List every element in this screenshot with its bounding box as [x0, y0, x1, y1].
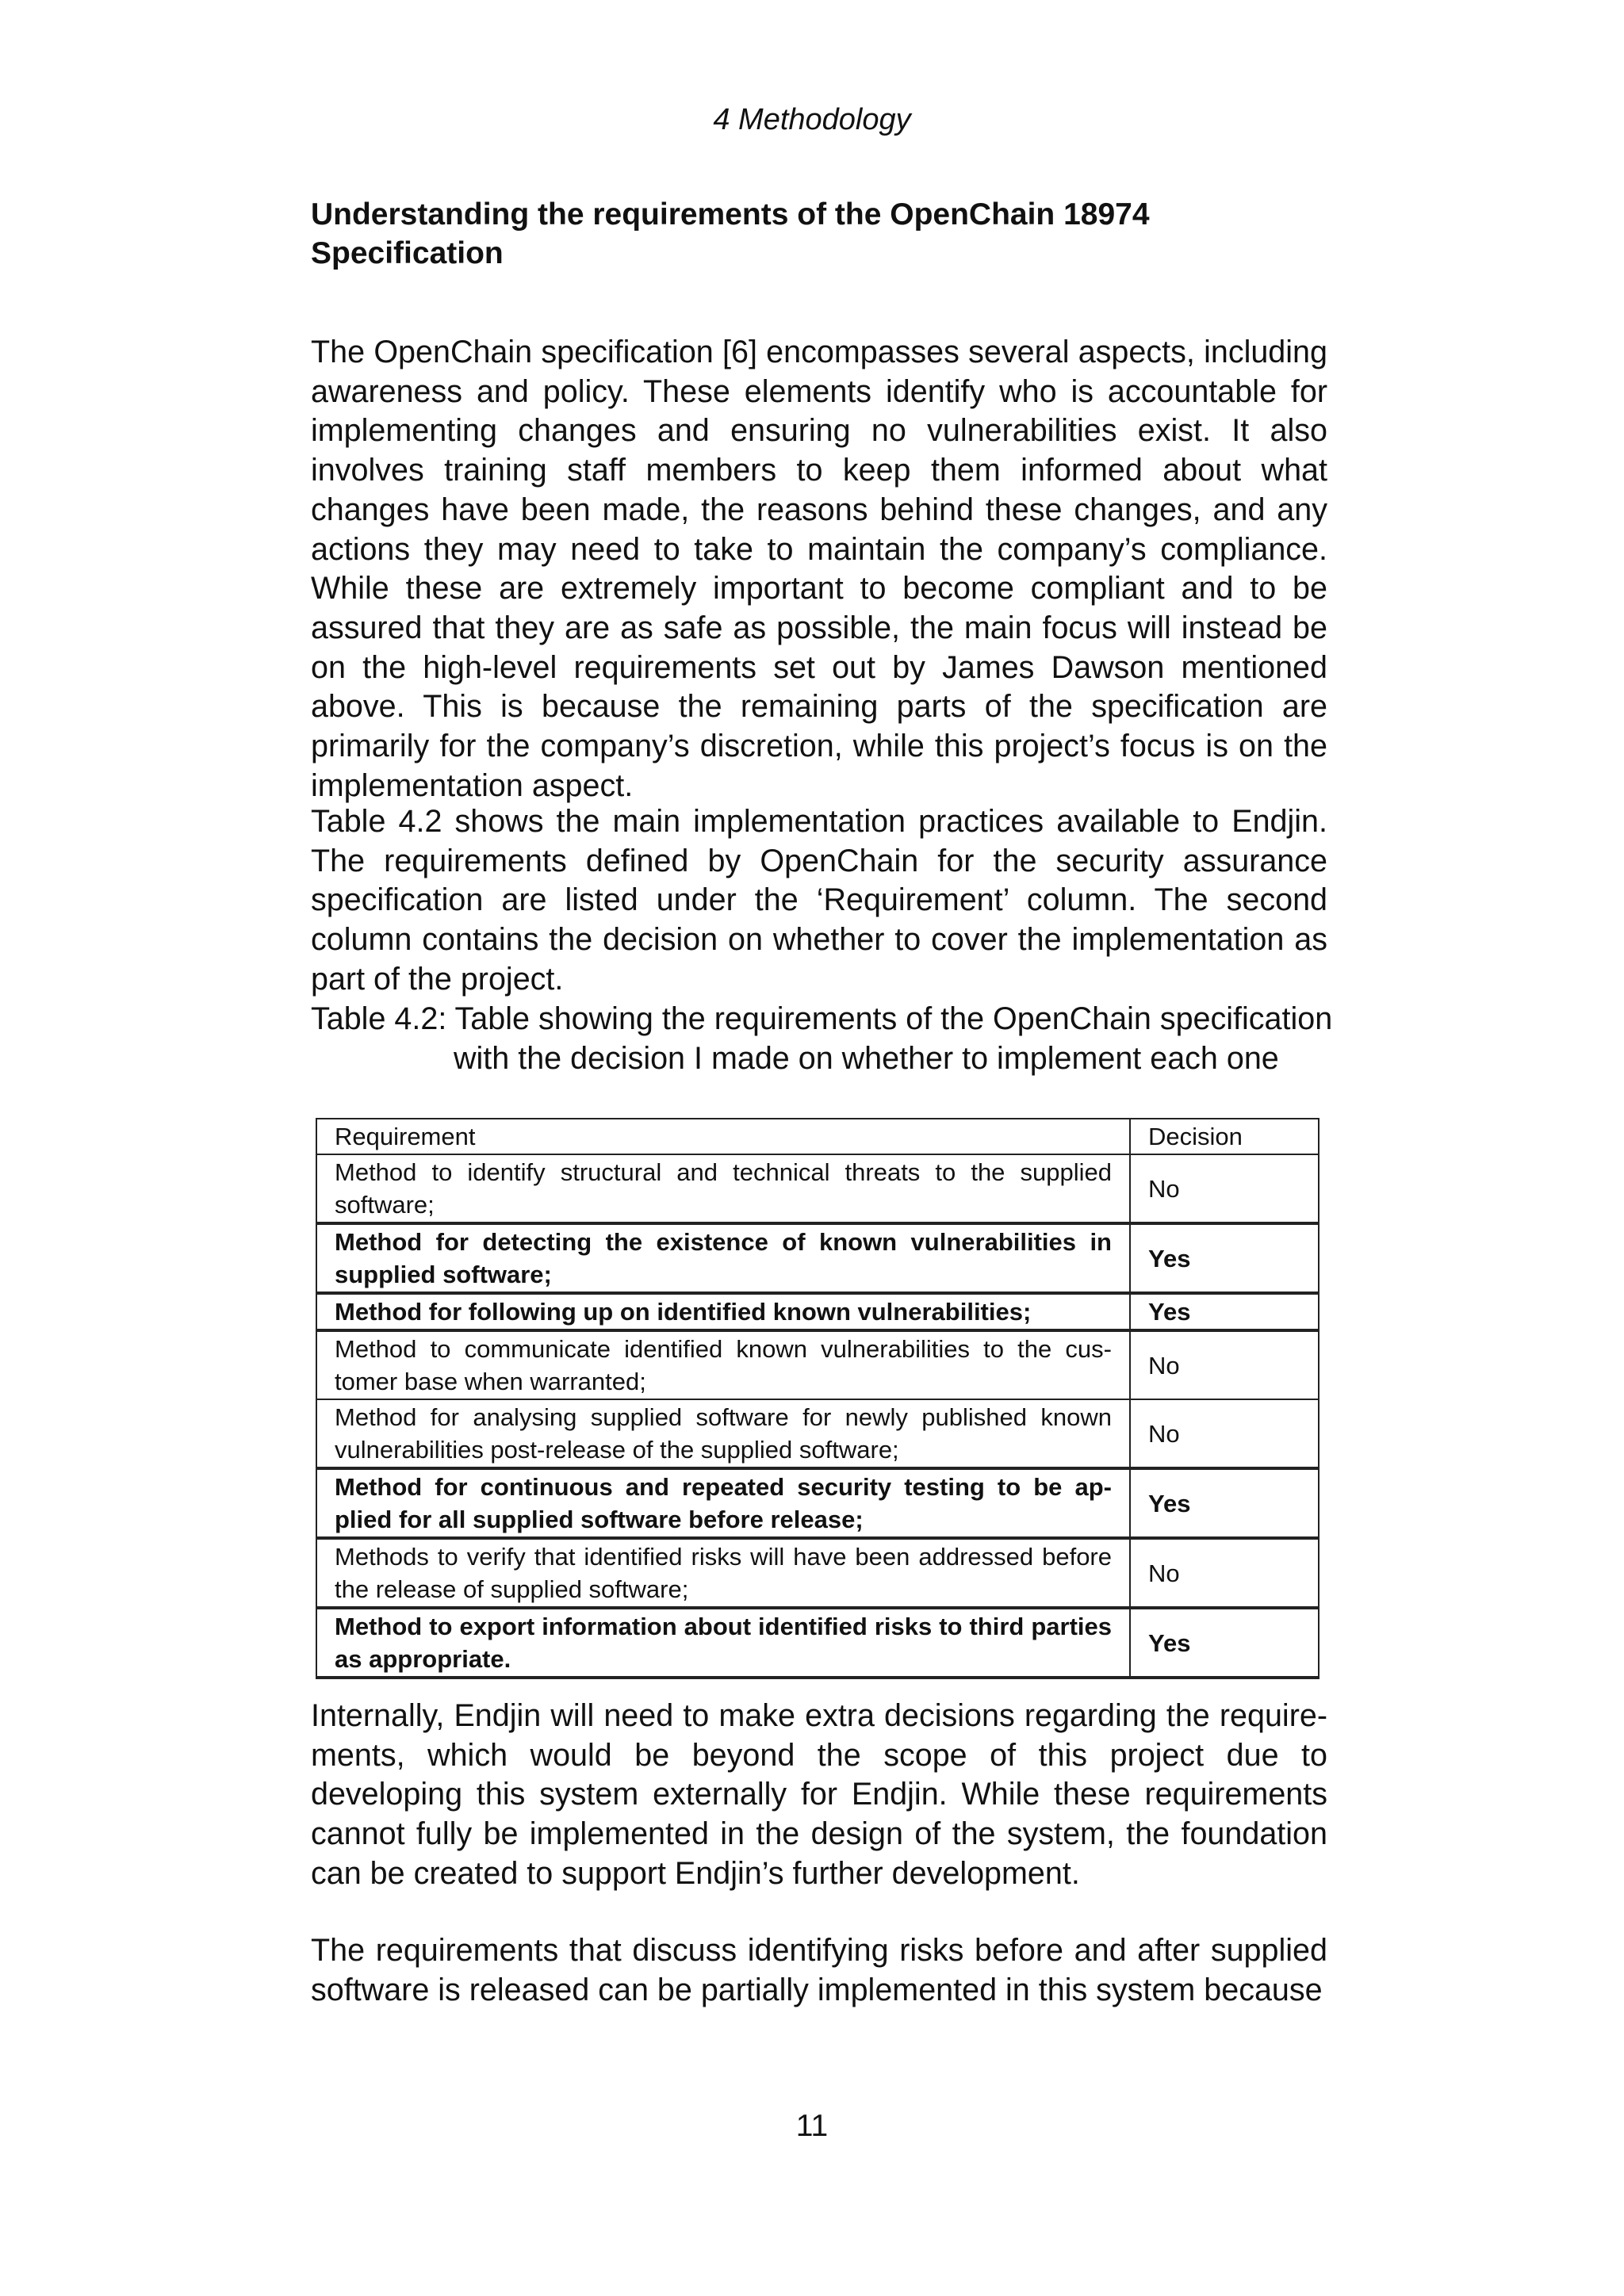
header-decision: Decision	[1130, 1119, 1319, 1154]
decision-cell: Yes	[1130, 1468, 1319, 1538]
section-heading: Understanding the requirements of the OpenChain 18974 Specification	[311, 197, 1150, 270]
paragraph-internal-decisions: Internally, Endjin will need to make extra decisions regarding the require-ments, which would be beyond the scope of this project due to developing this system externally for Endjin. While these requirements cannot fully be implemented in the design of the system, the foundation can be created to support Endjin’s further development.	[311, 1698, 1327, 1891]
table-row	[316, 1468, 1319, 1538]
requirement-cell: Method to export information about identified risks to third parties as appropriate.	[316, 1608, 1130, 1678]
paragraph-risk-requirements: The requirements that discuss identifying risks before and after supplied software is released can be partially implemented in this system because	[311, 1933, 1327, 2007]
requirement-cell: Method to identify structural and technical threats to the supplied software;	[316, 1154, 1130, 1223]
decision-cell: No	[1130, 1330, 1319, 1399]
decision-cell: Yes	[1130, 1608, 1319, 1678]
table-row	[316, 1223, 1319, 1293]
table-header-row	[316, 1119, 1319, 1154]
header-requirement: Requirement	[316, 1119, 1130, 1154]
table-row	[316, 1293, 1319, 1330]
page-number: 11	[795, 2109, 829, 2143]
requirements-table	[316, 1118, 1320, 1679]
table-row	[316, 1608, 1319, 1678]
decision-cell: No	[1130, 1154, 1319, 1223]
running-header: 4 Methodology	[713, 103, 911, 136]
paragraph-openchain-overview: The OpenChain specification [6] encompasses several aspects, including awareness and policy. These elements identify who is accountable for implementing changes and ensuring no vulnerabilities exist. It also involves training staff members to keep them informed about what changes have been made, the reasons behind these changes, and any actions they may need to take to maintain the company’s compliance. While these are extremely important to become compliant and to be assured that they are as safe as possible, the main focus will instead be on the high-level requirements set out by James Dawson mentioned above. This is because the remaining parts of the specification are primarily for the company’s discretion, while this project’s focus is on the implementation aspect.	[311, 335, 1327, 803]
requirement-cell: Method for detecting the existence of known vulnerabilities in supplied software;	[316, 1223, 1130, 1293]
requirement-cell: Method for following up on identified known vulnerabilities;	[316, 1293, 1130, 1330]
table-row	[316, 1330, 1319, 1399]
requirement-cell: Method for analysing supplied software for newly published known vulnerabilities post-release of the supplied software;	[316, 1399, 1130, 1468]
requirement-cell: Method to communicate identified known vulnerabilities to the cus-tomer base when warranted;	[316, 1330, 1130, 1399]
decision-cell: Yes	[1130, 1223, 1319, 1293]
table-row	[316, 1538, 1319, 1608]
table-caption: Table 4.2: Table showing the requirements of the OpenChain specification with the decision I made on whether to implement each one	[311, 1001, 1333, 1076]
paragraph-table-intro: Table 4.2 shows the main implementation practices available to Endjin. The requirements defined by OpenChain for the security assurance specification are listed under the ‘Requirement’ column. The second column contains the decision on whether to cover the implementation as part of the project.	[311, 804, 1327, 997]
requirement-cell: Method for continuous and repeated security testing to be ap-plied for all supplied software before release;	[316, 1468, 1130, 1538]
table-row	[316, 1154, 1319, 1223]
table-row	[316, 1399, 1319, 1468]
decision-cell: No	[1130, 1538, 1319, 1608]
decision-cell: Yes	[1130, 1293, 1319, 1330]
decision-cell: No	[1130, 1399, 1319, 1468]
requirement-cell: Methods to verify that identified risks will have been addressed before the release of supplied software;	[316, 1538, 1130, 1608]
